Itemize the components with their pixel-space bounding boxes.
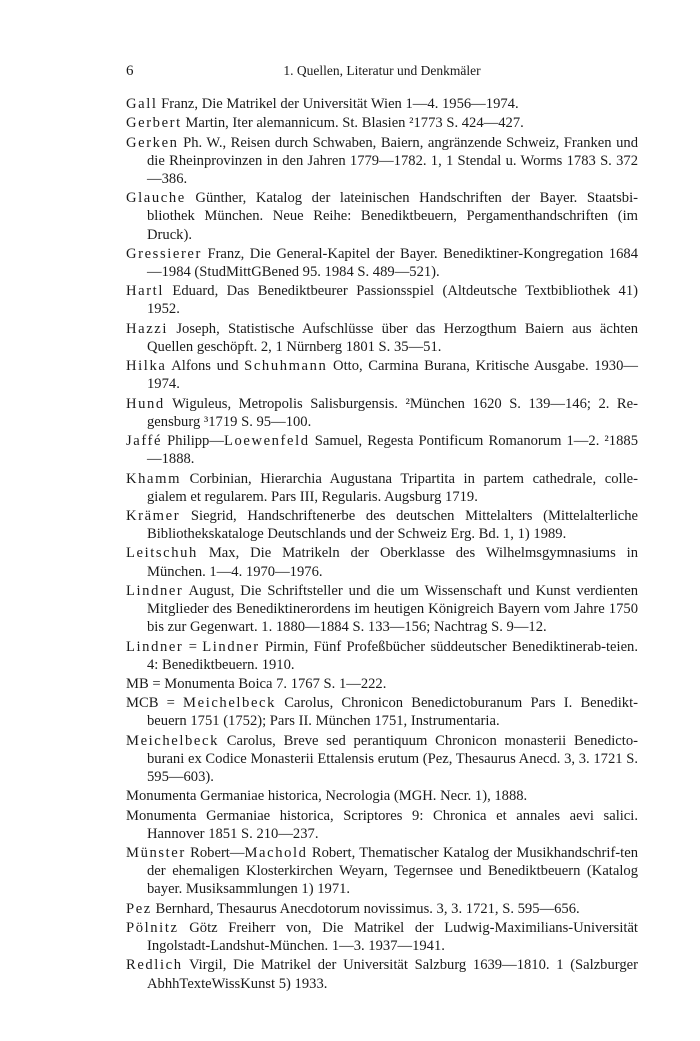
bibliography-entry xyxy=(126,432,638,468)
bibliography-entry xyxy=(126,956,638,992)
entry-text: MB = Monumenta Boica 7. 1767 S. 1—222. xyxy=(126,676,387,692)
author-name: Meichelbeck xyxy=(126,732,219,749)
entry-text: Wiguleus, Metropolis Salisburgensis. ²München 1620 S. 139—146; 2. Re-gensburg ³1719 S. 95—100. xyxy=(147,395,638,430)
bibliography-entry xyxy=(126,357,638,393)
author-name: Leitschuh xyxy=(126,545,198,562)
bibliography-entry xyxy=(126,675,638,693)
bibliography-entry xyxy=(126,245,638,281)
second-author-name: Loewenfeld xyxy=(223,433,310,450)
entry-text: Philipp— xyxy=(162,433,224,450)
entry-text: Carolus, Breve sed perantiquum Chronicon monasterii Benedicto-burani ex Codice Monasterii Ettalensis erutum (Pez, Thesaurus Anecd. 3, 3. 1721 S. 595—603). xyxy=(147,732,638,786)
bibliography-entry xyxy=(126,900,638,918)
author-name: Lindner xyxy=(126,582,184,599)
bibliography-entry xyxy=(126,732,638,787)
entry-text-continued: Robert, Thematischer Katalog der Musikhandschrif-ten der ehemaligen Klosterkirchen Weyarn, Tegernsee und Benediktbeuern (Katalog bayer. Musiksammlungen 1) 1971. xyxy=(147,845,638,898)
author-name: Münster xyxy=(126,845,186,862)
entry-text: August, Die Schriftsteller und die um Wissenschaft und Kunst verdienten Mitglieder des Benediktinerordens im heutigen Königreich Bayern vom Jahre 1750 bis zur Gegenwart. 1. 1880—1884 S. 133—156; Nachtrag S. 9—12. xyxy=(147,582,638,636)
author-name: Gerbert xyxy=(126,115,182,132)
author-name: Khamm xyxy=(126,470,182,487)
second-author-name: Schuhmann xyxy=(244,358,328,375)
bibliography-entry xyxy=(126,844,638,899)
entry-text: Joseph, Statistische Aufschlüsse über das Herzogthum Baiern aus ächten Quellen geschöpft. 2, 1 Nürnberg 1801 S. 35—51. xyxy=(147,320,638,355)
entry-text: Robert— xyxy=(185,845,245,862)
bibliography-entry xyxy=(126,114,638,132)
entry-text: Monumenta Germaniae historica, Necrologia (MGH. Necr. 1), 1888. xyxy=(126,788,528,805)
entry-text: Max, Die Matrikeln der Oberklasse des Wilhelmsgymnasiums in München. 1—4. 1970—1976. xyxy=(147,545,638,580)
entry-text: Monumenta Germaniae historica, Scriptores 9: Chronica et annales aevi salici. Hannover 1851 S. 210—237. xyxy=(126,807,638,842)
bibliography-entry xyxy=(126,544,638,580)
bibliography-entry xyxy=(126,807,638,843)
author-name: Jaffé xyxy=(126,433,163,450)
bibliography-entry xyxy=(126,320,638,356)
author-name: Pölnitz xyxy=(126,919,179,936)
bibliography-entry xyxy=(126,694,638,730)
bibliography-entry xyxy=(126,282,638,318)
bibliography-entry xyxy=(126,919,638,955)
author-name: Hund xyxy=(126,395,165,412)
author-name: Redlich xyxy=(126,957,183,974)
entry-text: Virgil, Die Matrikel der Universität Salzburg 1639—1810. 1 (Salzburger AbhhTexteWissKunst 5) 1933. xyxy=(147,957,638,992)
author-name: Pez xyxy=(126,900,152,917)
entry-text: Günther, Katalog der lateinischen Handschriften der Bayer. Staatsbi-bliothek München. Neue Reihe: Benediktbeuern, Pergamenthandschriften (im Druck). xyxy=(147,190,638,243)
bibliography-entry xyxy=(126,395,638,431)
bibliography-entry xyxy=(126,638,638,674)
entry-text: Bernhard, Thesaurus Anecdotorum novissimus. 3, 3. 1721, S. 595—656. xyxy=(151,900,580,917)
author-name: Hazzi xyxy=(126,320,169,337)
entry-text-continued: Otto, Carmina Burana, Kritische Ausgabe. 1930—1974. xyxy=(147,358,638,393)
second-author-name: Meichelbeck xyxy=(183,695,277,712)
author-name: Glauche xyxy=(126,190,186,207)
entry-text: Alfons und xyxy=(166,358,245,375)
author-name: Gall xyxy=(126,96,158,112)
page-number: 6 xyxy=(126,63,134,79)
entry-text: Eduard, Das Benediktbeurer Passionsspiel (Altdeutsche Textbibliothek 41) 1952. xyxy=(147,283,638,318)
author-name: Lindner xyxy=(126,638,184,655)
entry-text: Götz Freiherr von, Die Matrikel der Ludwig-Maximilians-Universität Ingolstadt-Landshut-München. 1—3. 1937—1941. xyxy=(147,919,638,955)
entry-text: Siegrid, Handschriftenerbe des deutschen Mittelalters (Mittelalterliche Bibliothekskataloge Deutschlands und der Schweiz Erg. Bd. 1, 1) 1989. xyxy=(147,507,638,543)
author-name: Hilka xyxy=(126,358,167,375)
entry-text: Ph. W., Reisen durch Schwaben, Baiern, angränzende Schweiz, Franken und die Rheinprovinzen in den Jahren 1779—1782. 1, 1 Stendal u. Worms 1783 S. 372—386. xyxy=(147,134,638,187)
running-head xyxy=(126,60,638,82)
bibliography-entry xyxy=(126,787,638,805)
bibliography-entry xyxy=(126,582,638,637)
bibliography-entry xyxy=(126,95,638,113)
bibliography-entry xyxy=(126,470,638,506)
author-name: Hartl xyxy=(126,283,164,300)
entry-text: Franz, Die Matrikel der Universität Wien 1—4. 1956—1974. xyxy=(157,96,519,112)
second-author-name: Machold xyxy=(244,845,308,862)
entry-text: MCB = xyxy=(126,695,184,712)
author-name: Gressierer xyxy=(126,245,202,262)
entry-text-continued: Pirmin, Fünf Profeßbücher süddeutscher Benediktinerab-teien. 4: Benediktbeuern. 1910. xyxy=(147,638,638,673)
author-name: Gerken xyxy=(126,134,179,151)
entry-text-continued: Carolus, Chronicon Benedictoburanum Pars I. Benedikt-beuern 1751 (1752); Pars II. München 1751, Instrumentaria. xyxy=(147,695,638,730)
entry-text: Corbinian, Hierarchia Augustana Tripartita in partem cathedrale, colle-gialem et regularem. Pars III, Regularis. Augsburg 1719. xyxy=(147,470,638,505)
entry-text: Franz, Die General-Kapitel der Bayer. Benediktiner-Kongregation 1684—1984 (StudMittGBened 95. 1984 S. 489—521). xyxy=(147,245,638,281)
author-name: Krämer xyxy=(126,507,181,524)
running-title: 1. Quellen, Literatur und Denkmäler xyxy=(283,63,481,78)
bibliography-entry xyxy=(126,507,638,543)
entry-text: Martin, Iter alemannicum. St. Blasien ²1773 S. 424—427. xyxy=(181,115,524,132)
entry-text: = xyxy=(183,638,203,655)
second-author-name: Lindner xyxy=(202,638,260,655)
entry-text-continued: Samuel, Regesta Pontificum Romanorum 1—2. ²1885—1888. xyxy=(147,433,638,468)
bibliography-list xyxy=(126,95,638,994)
bibliography-entry xyxy=(126,189,638,244)
bibliography-entry xyxy=(126,134,638,189)
